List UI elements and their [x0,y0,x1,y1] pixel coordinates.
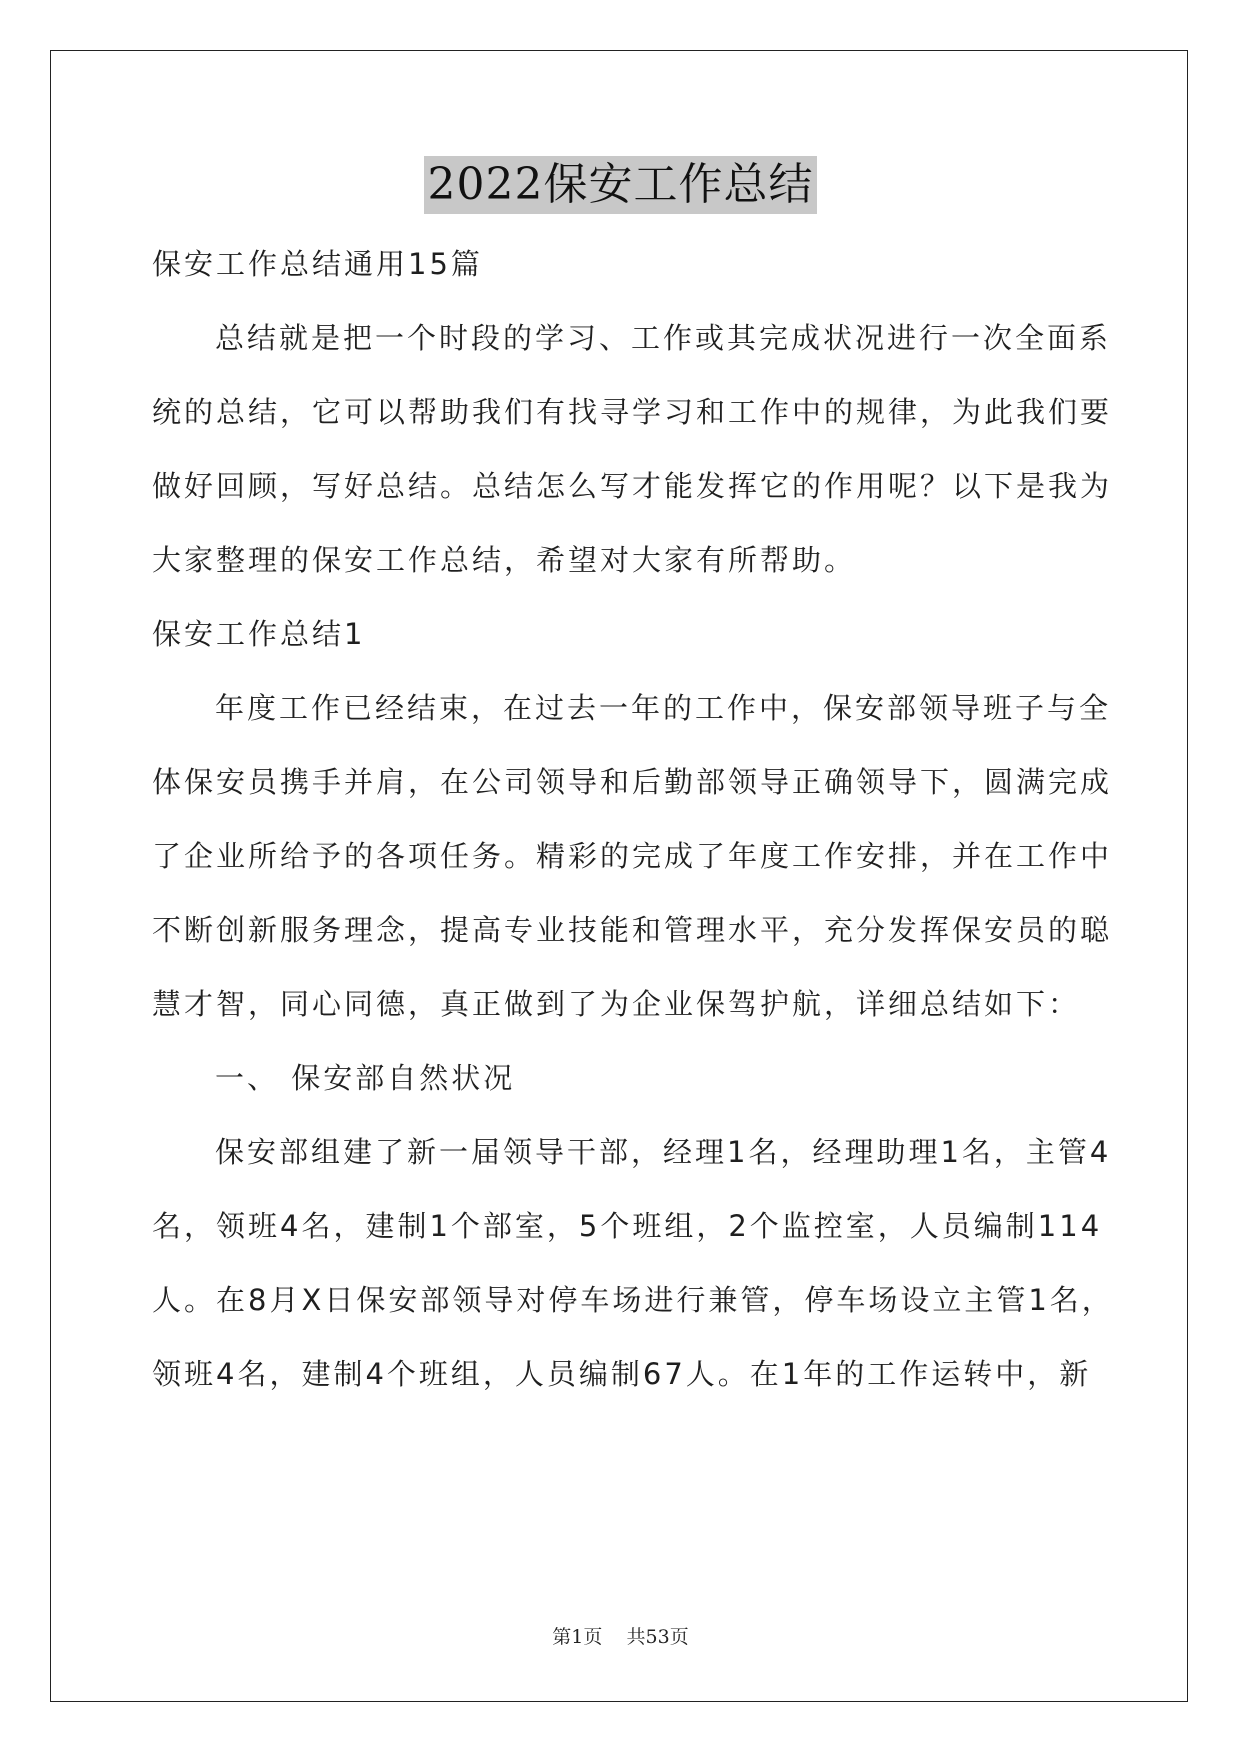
paragraph-line: 了企业所给予的各项任务。精彩的完成了年度工作安排，并在工作中 [152,839,1113,873]
page-border [50,50,1188,1702]
paragraph-line: 大家整理的保安工作总结，希望对大家有所帮助。 [152,543,857,577]
subsection-heading: 一、 保安部自然状况 [215,1061,516,1095]
paragraph-line: 人。在8月X日保安部领导对停车场进行兼管，停车场设立主管1名， [152,1283,1114,1317]
title-container [0,156,1241,214]
paragraph-line: 保安部组建了新一届领导干部，经理1名，经理助理1名，主管4 [215,1135,1112,1169]
paragraph-line: 体保安员携手并肩，在公司领导和后勤部领导正确领导下，圆满完成 [152,765,1113,799]
section-heading: 保安工作总结1 [152,617,366,651]
page-footer [0,1622,1241,1649]
paragraph-line: 领班4名，建制4个班组，人员编制67人。在1年的工作运转中，新 [152,1357,1092,1391]
paragraph-line: 总结就是把一个时段的学习、工作或其完成状况进行一次全面系 [215,321,1112,355]
paragraph-line: 做好回顾，写好总结。总结怎么写才能发挥它的作用呢？以下是我为 [152,469,1113,503]
subtitle-line: 保安工作总结通用15篇 [152,247,483,281]
paragraph-line: 统的总结，它可以帮助我们有找寻学习和工作中的规律，为此我们要 [152,395,1113,429]
paragraph-line: 慧才智，同心同德，真正做到了为企业保驾护航，详细总结如下： [152,987,1081,1021]
paragraph-line: 名，领班4名，建制1个部室，5个班组，2个监控室，人员编制114 [152,1209,1103,1243]
page-number: 第1页 [552,1626,603,1648]
paragraph-line: 年度工作已经结束，在过去一年的工作中，保安部领导班子与全 [215,691,1112,725]
paragraph-line: 不断创新服务理念，提高专业技能和管理水平，充分发挥保安员的聪 [152,913,1113,947]
page-total: 共53页 [626,1626,689,1648]
document-title: 2022保安工作总结 [424,156,818,214]
